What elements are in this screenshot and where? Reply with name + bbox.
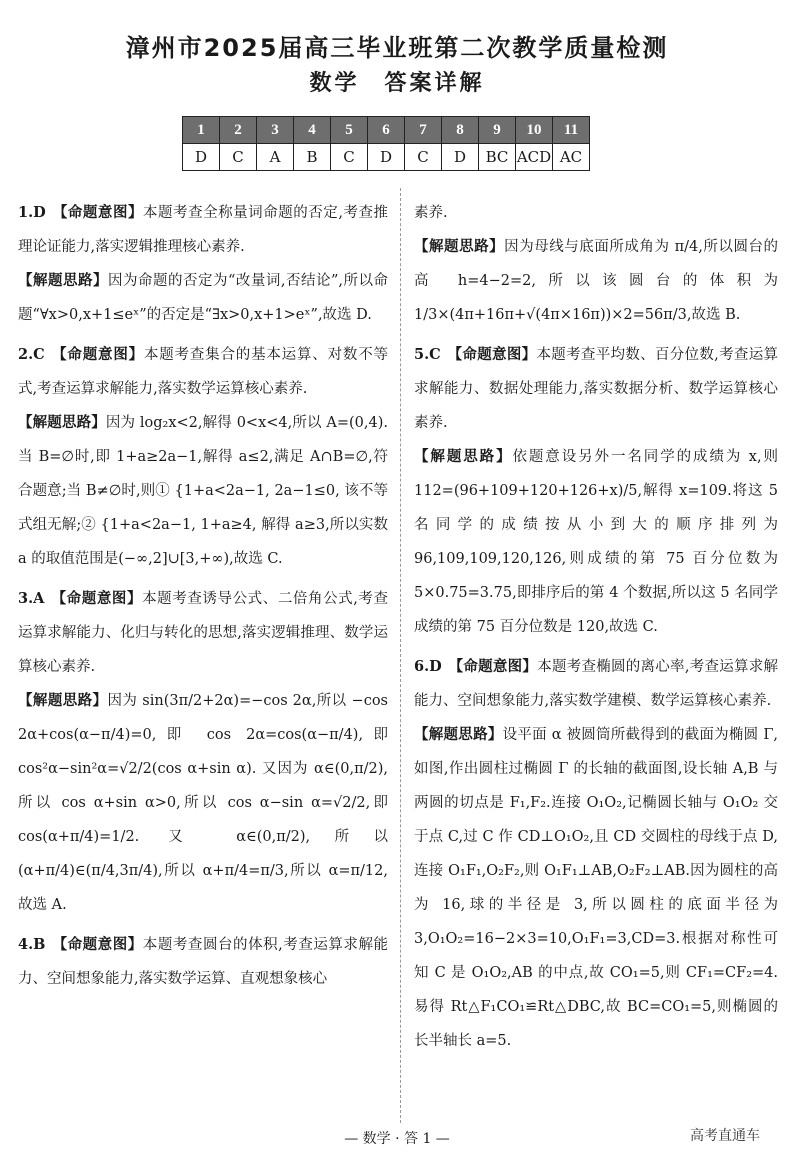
question-number: 5	[331, 117, 368, 144]
question-number: 11	[553, 117, 590, 144]
explanation-paragraph	[414, 440, 778, 644]
answer-cell: D	[183, 144, 220, 171]
paragraph-text: 本题考查平均数、百分位数,考查运算求解能力、数据处理能力,落实数据分析、数学运算核心素养.	[414, 347, 779, 431]
explanation-paragraph	[18, 684, 388, 922]
answer-table-answer-row	[183, 144, 590, 171]
section-tag: 【解题思路】	[18, 415, 106, 431]
explanation-paragraph	[414, 718, 778, 1058]
explanation-paragraph	[18, 196, 388, 264]
question-number: 6	[368, 117, 405, 144]
section-tag: 【命题意图】	[448, 659, 538, 675]
paragraph-text: 本题考查集合的基本运算、对数不等式,考查运算求解能力,落实数学运算核心素养.	[18, 347, 389, 397]
question-number: 9	[479, 117, 516, 144]
answer-cell: C	[331, 144, 368, 171]
question-number: 7	[405, 117, 442, 144]
section-tag: 【命题意图】	[447, 347, 537, 363]
answer-cell: AC	[553, 144, 590, 171]
section-tag: 【命题意图】	[52, 347, 144, 363]
explanation-paragraph	[414, 650, 778, 718]
question-label: 4.B	[18, 936, 46, 953]
section-tag: 【命题意图】	[51, 591, 143, 607]
paragraph-text: 设平面 α 被圆筒所截得到的截面为椭圆 Γ,如图,作出圆柱过椭圆 Γ 的长轴的截面图,设长轴 A,B 与两圆的切点是 F₁,F₂.连接 O₁O₂,记椭圆长轴与 O₁O₂ 交于点 C,过 C 作 CD⊥O₁O₂,且 CD 交圆柱的母线于点 D,连接 O₁F₁,O₂F₂,则 O₁F₁⊥AB,O₂F₂⊥AB.因为圆柱的高为 16,球的半径是 3,所以圆柱的底面半径为 3,O₁O₂=16−2×3=10,O₁F₁=3,CD=3.根据对称性可知 C 是 O₁O₂,AB 的中点,故 CO₁=5,则 CF₁=CF₂=4.易得 Rt△F₁CO₁≌Rt△DBC,故 BC=CO₁=5,则椭圆的长半轴长 a=5.	[414, 727, 778, 1049]
answer-cell: BC	[479, 144, 516, 171]
explanation-paragraph	[414, 196, 778, 230]
section-tag: 【解题思路】	[414, 239, 505, 255]
question-number: 2	[220, 117, 257, 144]
explanation-paragraph	[414, 338, 778, 440]
explanation-paragraph	[414, 230, 778, 332]
page-title: 漳州市2025届高三毕业班第二次教学质量检测	[125, 34, 669, 62]
explanation-paragraph	[18, 406, 388, 576]
question-number: 3	[257, 117, 294, 144]
answer-cell: D	[368, 144, 405, 171]
paragraph-text: 素养.	[414, 205, 448, 221]
section-tag: 【命题意图】	[52, 205, 144, 221]
page-subtitle: 数学 答案详解	[309, 71, 485, 96]
column-divider	[400, 188, 401, 1123]
answer-cell: D	[442, 144, 479, 171]
question-number: 8	[442, 117, 479, 144]
explanation-paragraph	[18, 338, 388, 406]
brand-watermark: 高考直通车	[690, 1128, 760, 1144]
question-number: 10	[516, 117, 553, 144]
answer-cell: C	[220, 144, 257, 171]
question-label: 2.C	[18, 346, 45, 363]
section-tag: 【解题思路】	[18, 693, 108, 709]
paragraph-text: 因为 sin(3π/2+2α)=−cos 2α,所以 −cos 2α+cos(α−π/4)=0,即 cos 2α=cos(α−π/4),即 cos²α−sin²α=√2/2(cos α+sin α). 又因为 α∈(0,π/2),所以 cos α+sin α>0,所以 cos α−sin α=√2/2,即 cos(α+π/4)=1/2. 又 α∈(0,π/2),所以 (α+π/4)∈(π/4,3π/4),所以 α+π/4=π/3,所以 α=π/12,故选 A.	[18, 693, 389, 913]
paragraph-text: 本题考查全称量词命题的否定,考查推理论证能力,落实逻辑推理核心素养.	[18, 205, 389, 255]
right-column	[414, 196, 778, 1058]
paragraph-text: 本题考查椭圆的离心率,考查运算求解能力、空间想象能力,落实数学建模、数学运算核心素养.	[414, 659, 779, 709]
paragraph-text: 因为命题的否定为“改量词,否结论”,所以命题“∀x>0,x+1≤eˣ”的否定是“∃x>0,x+1>eˣ”,故选 D.	[18, 273, 389, 323]
section-tag: 【解题思路】	[414, 727, 503, 743]
paragraph-text: 依题意设另外一名同学的成绩为 x,则 112=(96+109+120+126+x)/5,解得 x=109.将这 5 名同学的成绩按从小到大的顺序排列为 96,109,109,120,126,则成绩的第 75 百分位数为 5×0.75=3.75,即排序后的第 4 个数据,所以这 5 名同学成绩的第 75 百分位数是 120,故选 C.	[414, 449, 778, 635]
answer-table	[182, 116, 590, 171]
left-column	[18, 196, 388, 996]
answer-cell: ACD	[516, 144, 553, 171]
question-label: 1.D	[18, 204, 46, 221]
explanation-paragraph	[18, 264, 388, 332]
answer-cell: A	[257, 144, 294, 171]
paragraph-text: 因为 log₂x<2,解得 0<x<4,所以 A=(0,4). 当 B=∅时,即 1+a≥2a−1,解得 a≤2,满足 A∩B=∅,符合题意;当 B≠∅时,则① {1+a<2a−1, 2a−1≤0, 该不等式组无解;② {1+a<2a−1, 1+a≥4, 解得 a≥3,所以实数 a 的取值范围是(−∞,2]∪[3,+∞),故选 C.	[18, 415, 389, 567]
section-tag: 【命题意图】	[52, 937, 143, 953]
answer-table-header-row	[183, 117, 590, 144]
section-tag: 【解题思路】	[18, 273, 108, 289]
question-label: 5.C	[414, 346, 441, 363]
explanation-paragraph	[18, 582, 388, 684]
paragraph-text: 本题考查诱导公式、二倍角公式,考查运算求解能力、化归与转化的思想,落实逻辑推理、数学运算核心素养.	[18, 591, 389, 675]
paragraph-text: 因为母线与底面所成角为 π/4,所以圆台的高 h=4−2=2,所以该圆台的体积为 1/3×(4π+16π+√(4π×16π))×2=56π/3,故选 B.	[414, 239, 779, 323]
paragraph-text: 本题考查圆台的体积,考查运算求解能力、空间想象能力,落实数学运算、直观想象核心	[18, 937, 389, 987]
section-tag: 【解题思路】	[414, 449, 513, 465]
page-footer: — 数学 · 答 1 —	[344, 1131, 450, 1147]
question-number: 1	[183, 117, 220, 144]
question-label: 6.D	[414, 658, 442, 675]
question-number: 4	[294, 117, 331, 144]
answer-cell: B	[294, 144, 331, 171]
question-label: 3.A	[18, 590, 45, 607]
answer-cell: C	[405, 144, 442, 171]
explanation-paragraph	[18, 928, 388, 996]
